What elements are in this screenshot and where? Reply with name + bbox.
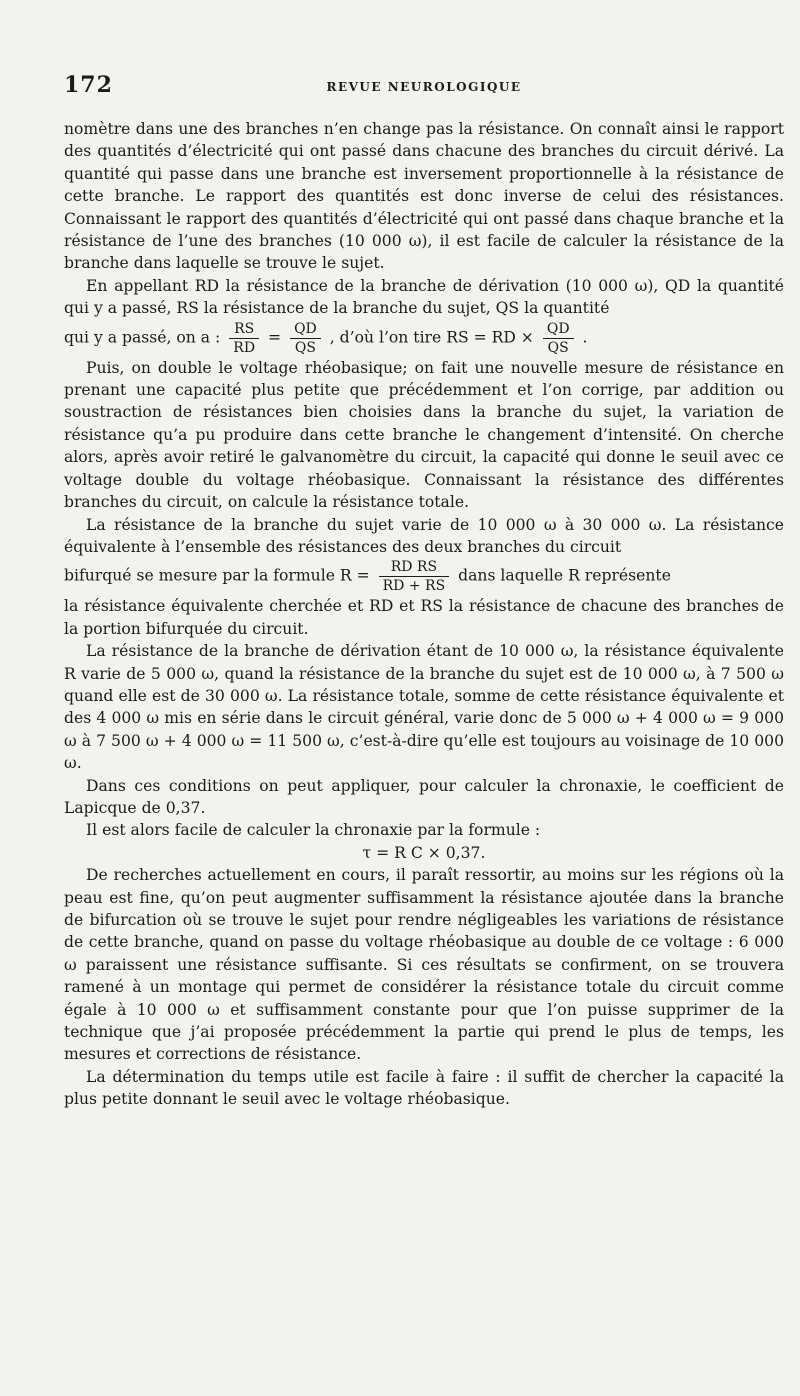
fraction-numerator: RD RS (379, 558, 450, 577)
running-title: REVUE NEUROLOGIQUE (326, 80, 522, 94)
equation-equivalent-resistance (64, 558, 784, 595)
paragraph-4: La résistance de la branche du sujet varie de 10 000 ω à 30 000 ω. La résistance équivalente à l’ensemble des résistances des deux branches du circuit (64, 515, 784, 556)
fraction-equivalent-resistance (379, 558, 450, 595)
equation-suffix: dans laquelle R représente (458, 566, 671, 585)
fraction-denominator: RD + RS (382, 578, 446, 595)
paragraph-6: La résistance de la branche de dérivation étant de 10 000 ω, la résistance équivalente R varie de 5 000 ω, quand la résistance de la branche du sujet est de 10 000 ω, à 7 500 ω quand elle est de 30 000 ω. La résistance totale, somme de cette résistance équivalente et des 4 000 ω mis en série dans le circuit général, varie donc de 5 000 ω + 4 000 ω = 9 000 ω à 7 500 ω + 4 000 ω = 11 500 ω, c’est-à-dire qu’elle est toujours au voisinage de 10 000 ω. (64, 642, 784, 773)
page-number: 172 (64, 72, 113, 98)
paragraph-3: Puis, on double le voltage rhéobasique; on fait une nouvelle mesure de résistance en prenant une capacité plus petite que précédemment et l’on corrige, par addition ou soustraction de résistances bien choisies dans la branche du sujet, la variation de résistance qu’a pu produire dans cette branche le changement d’intensité. On cherche alors, après avoir retiré le galvanomètre du circuit, la capacité qui donne le seuil avec ce voltage double du voltage rhéobasique. Connaissant la résistance des différentes branches du circuit, on calcule la résistance totale. (64, 358, 784, 512)
page (64, 72, 784, 1111)
fraction-qd-qs (290, 320, 321, 357)
chronaxie-formula: τ = R C × 0,37. (362, 843, 486, 862)
fraction-numerator: QD (290, 320, 321, 339)
body-text (64, 118, 784, 1111)
paragraph-9: De recherches actuellement en cours, il paraît ressortir, au moins sur les régions où la peau est fine, qu’on peut augmenter suffisamment la résistance ajoutée dans la branche de bifurcation où se trouve le sujet pour rendre négligeables les variations de résistance de cette branche, quand on passe du voltage rhéobasique au double de ce voltage : 6 000 ω paraissent une résistance suffisante. Si ces résultats se confirment, on se trouvera ramené à un montage qui permet de considérer la résistance totale du circuit comme égale à 10 000 ω et suffisamment constante pour que l’on puisse supprimer de la technique que j’ai proposée précédemment la partie qui prend le plus de temps, les mesures et corrections de résistance. (64, 866, 784, 1064)
paragraph-7: Dans ces conditions on peut appliquer, pour calculer la chronaxie, le coefficient de Lapicque de 0,37. (64, 776, 784, 817)
paragraph-2: En appellant RD la résistance de la branche de dérivation (10 000 ω), QD la quantité qui y a passé, RS la résistance de la branche du sujet, QS la quantité (64, 276, 784, 318)
equation-middle-text: , d’où l’on tire RS = RD × (329, 328, 534, 347)
fraction-denominator: QS (547, 339, 569, 356)
fraction-numerator: QD (543, 320, 574, 339)
fraction-numerator: RS (229, 320, 259, 339)
fraction-rs-rd (229, 320, 259, 357)
fraction-denominator: QS (294, 339, 316, 356)
paragraph-5: la résistance équivalente cherchée et RD et RS la résistance de chacune des branches de la portion bifurquée du circuit. (64, 597, 784, 638)
equation-prefix: qui y a passé, on a : (64, 328, 221, 347)
equation-prefix: bifurqué se mesure par la formule R = (64, 566, 370, 585)
paragraph-8: Il est alors facile de calculer la chronaxie par la formule : (86, 821, 541, 840)
paragraph-1: nomètre dans une des branches n’en change pas la résistance. On connaît ainsi le rapport des quantités d’électricité qui ont passé dans chacune des branches du circuit dérivé. La quantité qui passe dans une branche est inversement proportionnelle à la résistance de cette branche. Le rapport des quantités est donc inverse de celui des résistances. Connaissant le rapport des quantités d’électricité qui ont passé dans chaque branche et la résistance de l’une des branches (10 000 ω), il est facile de calculer la résistance de la branche dans laquelle se trouve le sujet. (64, 120, 784, 273)
paragraph-10: La détermination du temps utile est facile à faire : il suffit de chercher la capacité la plus petite donnant le seuil avec le voltage rhéobasique. (64, 1067, 784, 1109)
fraction-qd-qs-result (543, 320, 574, 357)
page-header (64, 72, 784, 102)
equation-ratio (64, 320, 784, 357)
equals-sign: = (268, 328, 282, 347)
fraction-denominator: RD (233, 339, 256, 356)
equation-end: . (582, 328, 588, 347)
